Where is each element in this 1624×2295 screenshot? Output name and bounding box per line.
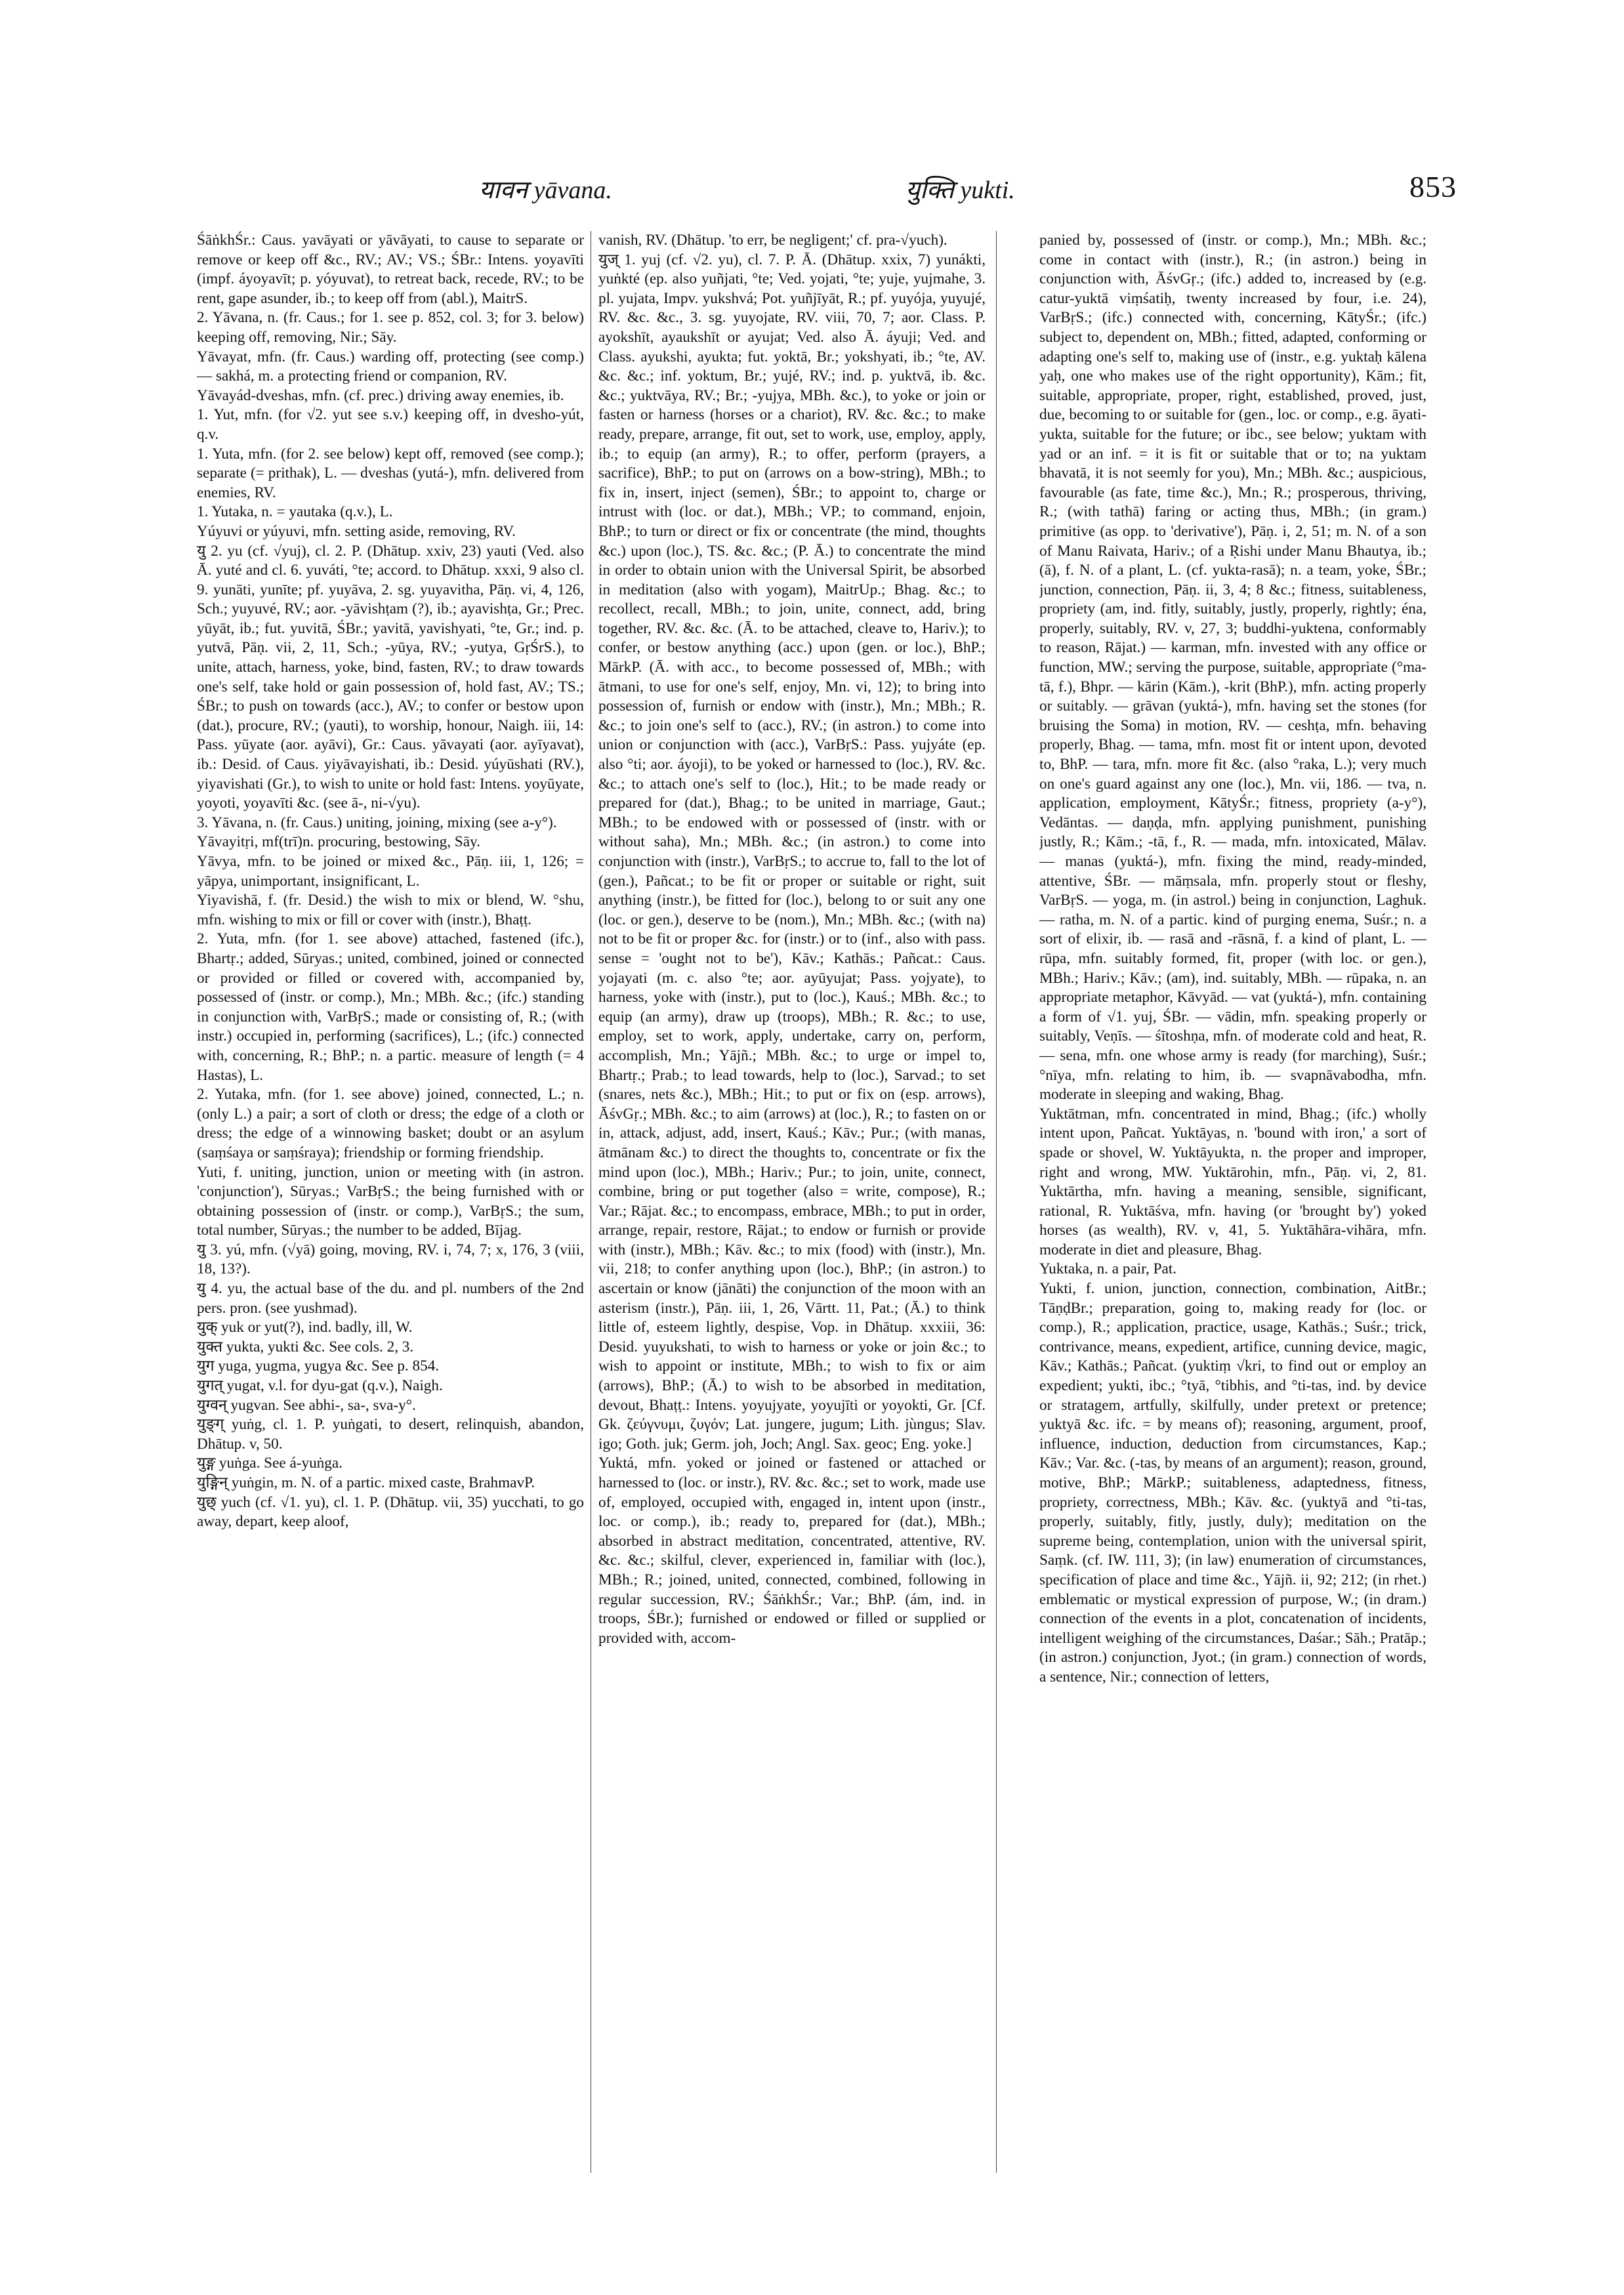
column-divider-2: [996, 231, 997, 2173]
dictionary-entry: vanish, RV. (Dhātup. 'to err, be negligent;' cf. pra-√yuch).: [598, 232, 947, 249]
dictionary-entry: Yāvayád-dveshas, mfn. (cf. prec.) driving away enemies, ib.: [197, 386, 564, 404]
dictionary-entry: युङ्ग् yuṅg, cl. 1. P. yuṅgati, to desert, relinquish, abandon, Dhātup. v, 50.: [197, 1416, 584, 1453]
dictionary-entry: Yuktaka, n. a pair, Pat.: [1039, 1260, 1176, 1278]
dictionary-entry: ŚāṅkhŚr.: Caus. yavāyati or yāvāyati, to cause to separate or remove or keep off &c., RV.; AV.; VS.; ŚBr.: Intens. yoyavīti (impf. áyoyavīt; p. yóyuvat), to retreat back, recede, RV.; to be rent, gape asunder, ib.; to keep off from (abl.), MaitrS.: [197, 232, 584, 307]
dictionary-entry: युक् yuk or yut(?), ind. badly, ill, W.: [197, 1319, 413, 1336]
dictionary-entry: युङ्गिन् yuṅgin, m. N. of a partic. mixed caste, BrahmavP.: [197, 1474, 535, 1491]
dictionary-entry: panied by, possessed of (instr. or comp.), Mn.; MBh. &c.; come in contact with (instr.), R.; (in astron.) being in conjunction with, ĀśvGṛ.; (ifc.) added to, increased by (e.g. catur-yuktā viṃśatiḥ, twenty increased by four, i.e. 24), VarBṛS.; (ifc.) connected with, concerning, KātyŚr.; (ifc.) subject to, dependent on, MBh.; fitted, adapted, conforming or adapting one's self to, making use of (instr., e.g. yuktaḥ kālena yaḥ, one who makes use of the right opportunity), Kām.; fit, suitable, appropriate, proper, right, established, proved, just, due, becoming to or suitable for (gen., loc. or comp., e.g. āyati-yukta, suitable for the future; or ibc., see below; yuktam with yad or an inf. = it is fit or suitable that or to; na yuktam bhavatā, it is not seemly for you), Mn.; MBh. &c.; auspicious, favourable (as fate, time &c.), Mn.; R.; prosperous, thriving, R.; (with tathā) faring or acting thus, MBh.; (in gram.) primitive (as opp. to 'derivative'), Pāṇ. i, 2, 51; m. N. of a son of Manu Raivata, Hariv.; of a Ṛishi under Manu Bhautya, ib.; (ā), f. N. of a plant, L. (cf. yukta-rasā); n. a team, yoke, ŚBr.; junction, connection, Pāṇ. ii, 3, 4; 8 &c.; fitness, suitableness, propriety (am, ind. fitly, suitably, justly, properly, rightly; éna, properly, suitably, RV. v, 27, 3; buddhi-yuktena, conformably to reason, Rājat.) — karman, mfn. invested with any office or function, MW.; serving the purpose, suitable, appropriate (°ma-tā, f.), Bhpr. — kārin (Kām.), -krit (BhP.), mfn. acting properly or suitably. — grāvan (yuktá-), mfn. having set the stones (for bruising the Soma) in motion, RV. — ceshṭa, mfn. behaving properly, Bhag. — tama, mfn. most fit or intent upon, devoted to, BhP. — tara, mfn. more fit &c. (also °raka, L.); very much on one's guard against any one (loc.), Mn. vii, 186. — tva, n. application, employment, KātyŚr.; fitness, propriety (a-y°), Vedāntas. — daṇḍa, mfn. applying punishment, punishing justly, R.; Kām.; -tā, f., R. — mada, mfn. intoxicated, Mālav. — manas (yuktá-), mfn. fixing the mind, ready-minded, attentive, ŚBr. — māṃsala, mfn. properly stout or fleshy, VarBṛS. — yoga, m. (in astrol.) being in conjunction, Laghuk. — ratha, m. N. of a partic. kind of purging enema, Suśr.; n. a sort of elixir, ib. — rasā and -rāsnā, f. a kind of plant, L. — rūpa, mfn. suitably formed, fit, proper (with loc. or gen.), MBh.; Hariv.; Kāv.; (am), ind. suitably, MBh. — rūpaka, n. an appropriate metaphor, Kāvyād. — vat (yuktá-), mfn. containing a form of √1. yuj, ŚBr. — vādin, mfn. speaking properly or suitably, Veṇīs. — śītoshṇa, mfn. of moderate cold and heat, R. — sena, mfn. one whose army is ready (for marching), Suśr.; °nīya, mfn. relating to him, ib. — svapnāvabodha, mfn. moderate in sleeping and waking, Bhag.: [1039, 232, 1426, 1104]
dictionary-entry: यु 3. yú, mfn. (√yā) going, moving, RV. i, 74, 7; x, 176, 3 (viii, 18, 13?).: [197, 1241, 584, 1278]
dictionary-entry: 2. Yāvana, n. (fr. Caus.; for 1. see p. 852, col. 3; for 3. below) keeping off, removing, Nir.; Sāy.: [197, 309, 584, 346]
dictionary-entry: Yāvya, mfn. to be joined or mixed &c., Pāṇ. iii, 1, 126; = yāpya, unimportant, insignificant, L.: [197, 853, 584, 890]
dictionary-entry: 2. Yutaka, mfn. (for 1. see above) joined, connected, L.; n. (only L.) a pair; a sort of cloth or dress; the edge of a cloth or dress; the edge of a winnowing basket; doubt or an asylum (saṃśaya or saṃśraya); friendship or forming friendship.: [197, 1086, 584, 1161]
dictionary-entry: युग yuga, yugma, yugya &c. See p. 854.: [197, 1357, 440, 1375]
dictionary-entry: युज् 1. yuj (cf. √2. yu), cl. 7. P. Ā. (Dhātup. xxix, 7) yunákti, yuṅkté (ep. also yuñjati, °te; Ved. yojati, °te; yuje, yujmahe, 3. pl. yujata, Impv. yukshvá; Pot. yuñjīyāt, R.; pf. yuyója, yuyujé, RV. &c. &c., 3. sg. yuyojate, RV. viii, 70, 7; aor. Class. P. ayokshīt, ayaukshīt or ayujat; Ved. also Ā. áyuji; Ved. and Class. ayukshi, ayukta; fut. yoktā, Br.; yokshyati, ib.; °te, AV. &c. &c.; inf. yoktum, Br.; yujé, RV.; ind. p. yuktvā, ib. &c. &c.; yuktvāya, RV.; Br.; -yujya, MBh. &c.), to yoke or join or fasten or harness (horses or a chariot), RV. &c. &c.; to make ready, prepare, arrange, fit out, set to work, use, employ, apply, ib.; to equip (an army), R.; to offer, perform (prayers, a sacrifice), BhP.; to put on (arrows on a bow-string), MBh.; to fix in, insert, inject (semen), ŚBr.; to appoint to, charge or intrust with (loc. or dat.), MBh.; VP.; to command, enjoin, BhP.; to turn or direct or fix or concentrate (the mind, thoughts &c.) upon (loc.), TS. &c. &c.; (P. Ā.) to concentrate the mind in order to obtain union with the Universal Spirit, be absorbed in meditation (also with yogam), MaitrUp.; Bhag. &c.; to recollect, recall, MBh.; to join, unite, connect, add, bring together, RV. &c. &c. (Ā. to be attached, cleave to, Hariv.); to confer, or bestow anything (acc.) upon (gen. or loc.), BhP.; MārkP. (Ā. with acc., to become possessed of, MBh.; with ātmani, to use for one's self, enjoy, Mn. vi, 12); to bring into possession of, furnish or endow with (instr.), Mn.; MBh.; R. &c.; to join one's self to (acc.), RV.; (in astron.) to come into union or conjunction with (acc.), VarBṛS.: Pass. yujyáte (ep. also °ti; aor. áyoji), to be yoked or harnessed to (loc.), RV. &c. &c.; to attach one's self to (loc.), Hit.; to be made ready or prepared for (dat.), Bhag.; to be united in marriage, Gaut.; MBh.; to be endowed with or possessed of (instr. with or without saha), Mn.; MBh. &c.; (in astron.) to come into conjunction with (instr.), VarBṛS.; to accrue to, fall to the lot of (gen.), Pañcat.; to be fit or proper or suitable or right, suit anything (instr.), be fitted for (loc.), belong to or suit any one (loc. or gen.), deserve to be (nom.), Mn.; MBh. &c.; (with na) not to be fit or proper &c. for (instr.) or to (inf., also with pass. sense = 'ought not to be'), Kāv.; Kathās.; Pañcat.: Caus. yojayati (m. c. also °te; aor. ayūyujat; Pass. yojyate), to harness, yoke with (instr.), put to (loc.), Kauś.; MBh. &c.; to equip (an army), draw up (troops), MBh.; R. &c.; to use, employ, set to work, apply, undertake, carry on, perform, accomplish, Mn.; Yājñ.; MBh. &c.; to urge or impel to, Bhartṛ.; Prab.; to lead towards, help to (loc.), Sarvad.; to set (snares, nets &c.), MBh.; Hit.; to put or fix on (esp. arrows), ĀśvGṛ.; MBh. &c.; to aim (arrows) at (loc.), R.; to fasten on or in, attack, adjust, add, insert, Kauś.; Kāv.; Pur.; (with manas, ātmānam &c.) to direct the thoughts to, concentrate or fix the mind upon (loc.), MBh.; Hariv.; Pur.; to join, unite, connect, combine, bring or put together (also = write, compose), R.; Var.; Rājat. &c.; to encompass, embrace, MBh.; to put in order, arrange, repair, restore, Rājat.; to endow or furnish or provide with (instr.), MBh.; Kāv. &c.; to mix (food) with (instr.), Mn. vii, 218; to confer anything upon (loc.), BhP.; (in astron.) to ascertain or know (jānāti) the conjunction of the moon with an asterism (instr.), Pāṇ. iii, 1, 26, Vārtt. 11, Pat.; (Ā.) to think little of, esteem lightly, despise, Vop. in Dhātup. xxxiii, 36: Desid. yuyukshati, to wish to harness or yoke or join &c.; to wish to appoint or institute, MBh.; to wish to fix or aim (arrows), BhP.; (Ā.) to wish to be absorbed in meditation, devout, Bhaṭṭ.: Intens. yoyujyate, yoyujīti or yoyokti, Gr. [Cf. Gk. ζεύγνυμι, ζυγόν; Lat. jungere, jugum; Lith. jùngus; Slav. igo; Goth. juk; Germ. joh, Joch; Angl. Sax. geoc; Eng. yoke.]: [598, 251, 986, 1453]
right-running-headword: युक्ति yukti.: [906, 176, 1015, 204]
left-running-headword: यावन yāvana.: [479, 176, 612, 204]
dictionary-column-1: [197, 231, 584, 2173]
dictionary-column-3: [1039, 231, 1426, 2173]
dictionary-entry: Yuti, f. uniting, junction, union or meeting with (in astron. 'conjunction'), Sūryas.; VarBṛS.; the being furnished with or obtaining possession of (instr. or comp.), VarBṛS.; the sum, total number, Sūryas.; the number to be added, Bījag.: [197, 1163, 584, 1239]
dictionary-entry: Yuktātman, mfn. concentrated in mind, Bhag.; (ifc.) wholly intent upon, Pañcat. Yuktāyas, n. 'bound with iron,' a sort of spade or shovel, W. Yuktāyukta, n. the proper and improper, right and wrong, MW. Yuktārohin, mfn., Pāṇ. vi, 2, 81. Yuktārtha, mfn. having a meaning, sensible, significant, rational, R. Yuktāśva, mfn. having (or 'brought by') yoked horses (as wealth), RV. v, 41, 5. Yuktāhāra-vihāra, mfn. moderate in diet and pleasure, Bhag.: [1039, 1105, 1426, 1258]
dictionary-entry: युछ् yuch (cf. √1. yu), cl. 1. P. (Dhātup. vii, 35) yucchati, to go away, depart, keep aloof,: [197, 1493, 584, 1531]
dictionary-entry: युगत् yugat, v.l. for dyu-gat (q.v.), Naigh.: [197, 1377, 443, 1395]
dictionary-entry: युङ्ग yuṅga. See á-yuṅga.: [197, 1455, 343, 1472]
dictionary-entry: 1. Yutaka, n. = yautaka (q.v.), L.: [197, 503, 393, 521]
page-header: [197, 172, 1457, 211]
dictionary-entry: Yuktá, mfn. yoked or joined or fastened or attached or harnessed to (loc. or instr.), RV. &c. &c.; set to work, made use of, employed, occupied with, engaged in, intent upon (instr., loc. or comp.), ib.; ready to, prepared for (dat.), MBh.; absorbed in abstract meditation, concentrated, attentive, RV. &c. &c.; skilful, clever, experienced in, familiar with (loc.), MBh.; R.; joined, united, connected, combined, following in regular succession, RV.; ŚāṅkhŚr.; Var.; BhP. (ám, ind. in troops, ŚBr.); furnished or endowed or filled or supplied or provided with, accom-: [598, 1455, 986, 1647]
dictionary-entry: 3. Yāvana, n. (fr. Caus.) uniting, joining, mixing (see a-y°).: [197, 814, 557, 831]
dictionary-entry: Yāvayat, mfn. (fr. Caus.) warding off, protecting (see comp.) — sakhá, m. a protecting friend or companion, RV.: [197, 348, 584, 385]
dictionary-entry: Yāvayitṛi, mf(trī)n. procuring, bestowing, Sāy.: [197, 833, 480, 851]
dictionary-entry: युक्त yukta, yukti &c. See cols. 2, 3.: [197, 1338, 414, 1355]
dictionary-entry: युग्वन् yugvan. See abhi-, sa-, sva-y°.: [197, 1396, 416, 1414]
page-number: 853: [1409, 170, 1457, 203]
dictionary-entry: 1. Yuta, mfn. (for 2. see below) kept off, removed (see comp.); separate (= prithak), L. — dveshas (yutá-), mfn. delivered from enemies, RV.: [197, 445, 584, 501]
dictionary-entry: 2. Yuta, mfn. (for 1. see above) attached, fastened (ifc.), Bhartṛ.; added, Sūryas.; united, combined, joined or connected or provided or filled or covered with, accompanied by, possessed of (instr. or comp.), Mn.; MBh. &c.; (ifc.) standing in conjunction with, VarBṛS.; made or consisting of, R.; (with instr.) occupied in, performing (sacrifices), L.; (ifc.) connected with, concerning, R.; BhP.; n. a partic. measure of length (= 4 Hastas), L.: [197, 930, 584, 1084]
dictionary-entry: यु 2. yu (cf. √yuj), cl. 2. P. (Dhātup. xxiv, 23) yauti (Ved. also Ā. yuté and cl. 6. yuváti, °te; accord. to Dhātup. xxxi, 9 also cl. 9. yunāti, yunīte; pf. yuyāva, 2. sg. yuyavitha, Pāṇ. vi, 4, 126, Sch.; yuyuvé, RV.; aor. -yāvishṭam (?), ib.; ayavishṭa, Gr.; Prec. yūyāt, ib.; fut. yuvitā, ŚBr.; yavitā, yavishyati, °te, Gr.; ind. p. yutvā, Pāṇ. vii, 2, 11, Sch.; -yūya, RV.; -yutya, GṛŚrS.), to unite, attach, harness, yoke, bind, fasten, RV.; to draw towards one's self, take hold or gain possession of, hold fast, AV.; TS.; ŚBr.; to push on towards (acc.), AV.; to confer or bestow upon (dat.), procure, RV.; (yauti), to worship, honour, Naigh. iii, 14: Pass. yūyate (aor. ayāvi), Gr.: Caus. yāvayati (aor. ayīyavat), ib.: Desid. of Caus. yiyāvayishati, ib.: Desid. yúyūshati (RV.), yiyavishati (Gr.), to wish to unite or hold fast: Intens. yoyūyate, yoyoti, yoyavīti &c. (see ā-, ni-√yu).: [197, 542, 584, 812]
dictionary-entry: यु 4. yu, the actual base of the du. and pl. numbers of the 2nd pers. pron. (see yushmad).: [197, 1280, 584, 1317]
dictionary-entry: Yúyuvi or yúyuvi, mfn. setting aside, removing, RV.: [197, 522, 516, 540]
dictionary-entry: Yiyavishā, f. (fr. Desid.) the wish to mix or blend, W. °shu, mfn. wishing to mix or fill or cover with (instr.), Bhaṭṭ.: [197, 892, 584, 928]
dictionary-entry: Yukti, f. union, junction, connection, combination, AitBr.; TāṇḍBr.; preparation, going to, making ready for (loc. or comp.), R.; application, practice, usage, Kathās.; Suśr.; trick, contrivance, means, expedient, artifice, cunning device, magic, Kāv.; Kathās.; Pañcat. (yuktiṃ √kri, to find out or employ an expedient; yukti, ibc.; °tyā, °tibhis, and °ti-tas, ind. by device or stratagem, artfully, skilfully, under pretext or pretence; yuktyā &c. ifc. = by means of); reasoning, argument, proof, influence, induction, deduction from circumstances, Kap.; Kāv.; Var. &c. (-tas, by means of an argument); reason, ground, motive, BhP.; MārkP.; suitableness, adaptedness, fitness, propriety, correctness, MBh.; Kāv. &c. (yuktyā and °ti-tas, properly, suitably, fitly, justly, duly); meditation on the supreme being, contemplation, union with the universal spirit, Saṃk. (cf. IW. 111, 3); (in law) enumeration of circumstances, specification of place and time &c., Yājñ. ii, 92; 212; (in rhet.) emblematic or mystical expression of purpose, W.; (in dram.) connection of the events in a plot, concatenation of incidents, intelligent weighing of the circumstances, Daśar.; Sāh.; Pratāp.; (in astron.) conjunction, Jyot.; (in gram.) connection of words, a sentence, Nir.; connection of letters,: [1039, 1280, 1426, 1685]
dictionary-entry: 1. Yut, mfn. (for √2. yut see s.v.) keeping off, in dvesho-yút, q.v.: [197, 406, 584, 443]
dictionary-column-2: [598, 231, 986, 2173]
